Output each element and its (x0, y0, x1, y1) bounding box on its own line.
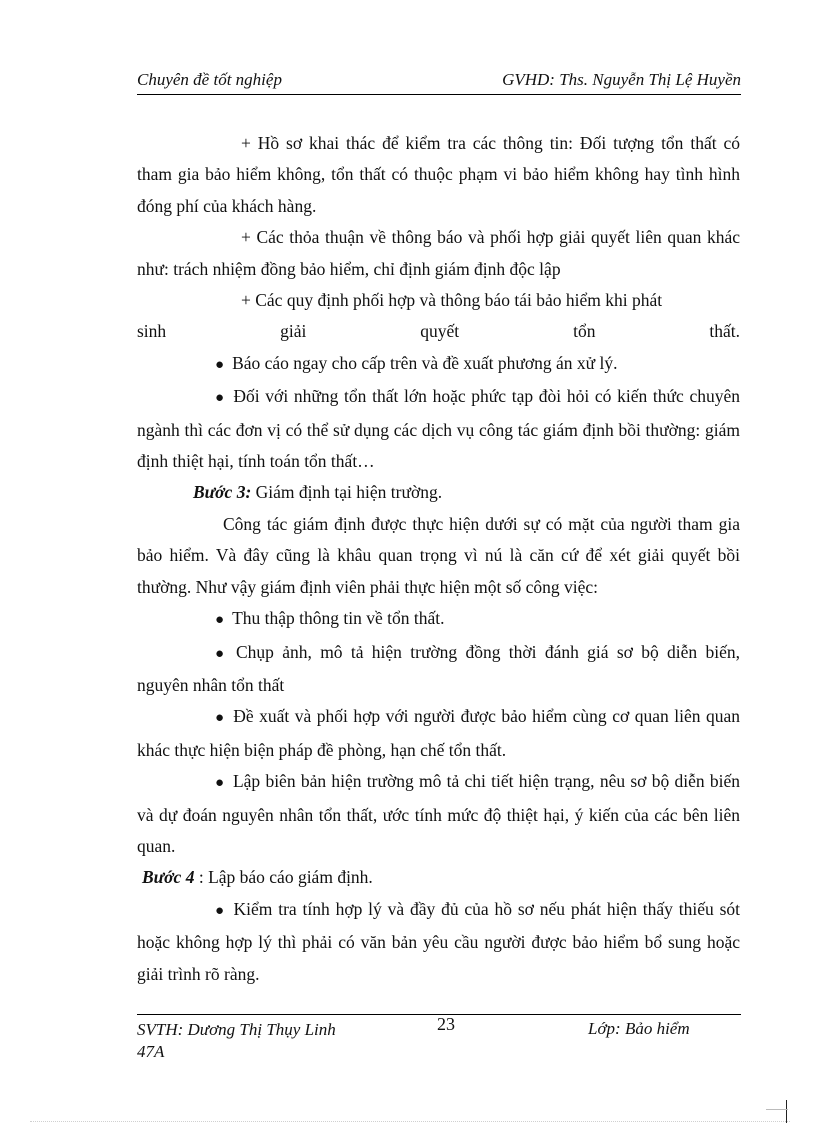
bullet-icon: ● (215, 710, 226, 727)
footer-author: SVTH: Dương Thị Thụy Linh 47A (137, 1020, 336, 1061)
paragraph-hoso: + Hồ sơ khai thác để kiểm tra các thông tin: Đối tượng tổn thất có tham gia bảo hiểm không, tổn thất có thuộc phạm vi bảo hiểm không hay tình hình đóng phí của khách hàng. (137, 133, 740, 216)
paragraph-congtac: Công tác giám định được thực hiện dưới sự có mặt của người tham gia bảo hiểm. Và đây cũng là khâu quan trọng vì nú là căn cứ để xét giải quyết bồi thường. Như vậy giám định viên phải thực hiện một số công việc: (137, 513, 740, 597)
page-bottom-edge (30, 1121, 790, 1122)
bullet-icon: ● (215, 612, 225, 629)
bullet-icon: ● (215, 775, 225, 792)
bullet-icon: ● (215, 356, 225, 373)
page-corner-mark (786, 1100, 787, 1123)
page-corner-mark-horizontal (766, 1109, 788, 1110)
bullet-item: ● Lập biên bản hiện trường mô tả chi tiết hiện trạng, nêu sơ bộ diễn biến và dự đoán nguyên nhân tổn thất, ước tính mức độ thiệt hại, ý kiến của các bên liên quan. (137, 771, 740, 856)
bullet-item: ● Báo cáo ngay cho cấp trên và đề xuất phương án xử lý. (215, 352, 618, 373)
bullet-item: ● Đối với những tổn thất lớn hoặc phức tạp đòi hỏi có kiến thức chuyên ngành thì các đơn vị có thể sử dụng các dịch vụ công tác giám định bồi thường: giám định thiệt hại, tính toán tổn thất… (137, 386, 740, 472)
bullet-item: ● Kiểm tra tính hợp lý và đầy đủ của hồ sơ nếu phát hiện thấy thiếu sót hoặc không hợp lý thì phải có văn bản yêu cầu người được bảo hiểm bổ sung hoặc giải trình rõ ràng. (137, 898, 740, 984)
footer-class: Lớp: Bảo hiểm (588, 1019, 690, 1038)
paragraph-thoathuan: + Các thỏa thuận về thông báo và phối hợp giải quyết liên quan khác như: trách nhiệm đồng bảo hiểm, chỉ định giám định độc lập (137, 227, 740, 279)
header-supervisor: GVHD: Ths. Nguyễn Thị Lệ Huyền (502, 70, 741, 89)
bullet-icon: ● (215, 390, 226, 407)
paragraph-quydinh-cont: sinh giải quyết tổn thất. (137, 321, 740, 342)
bullet-item: ● Chụp ảnh, mô tả hiện trường đồng thời đánh giá sơ bộ diễn biến, nguyên nhân tổn thất (137, 641, 740, 695)
bullet-item: ● Đề xuất và phối hợp với người được bảo hiểm cùng cơ quan liên quan khác thực hiện biện pháp đề phòng, hạn chế tổn thất. (137, 706, 741, 760)
bullet-item: ● Thu thập thông tin về tổn thất. (215, 608, 445, 629)
page-number: 23 (437, 1014, 455, 1034)
bullet-icon: ● (215, 902, 226, 919)
page-header (137, 66, 741, 95)
bullet-icon: ● (215, 645, 228, 662)
step-3-heading: Bước 3: Giám định tại hiện trường. (193, 482, 443, 503)
header-document-type: Chuyên đề tốt nghiệp (137, 70, 282, 89)
paragraph-quydinh: + Các quy định phối hợp và thông báo tái bảo hiểm khi phát (241, 290, 663, 311)
document-body (137, 128, 740, 990)
step-4-heading: Bước 4 : Lập báo cáo giám định. (142, 867, 373, 888)
